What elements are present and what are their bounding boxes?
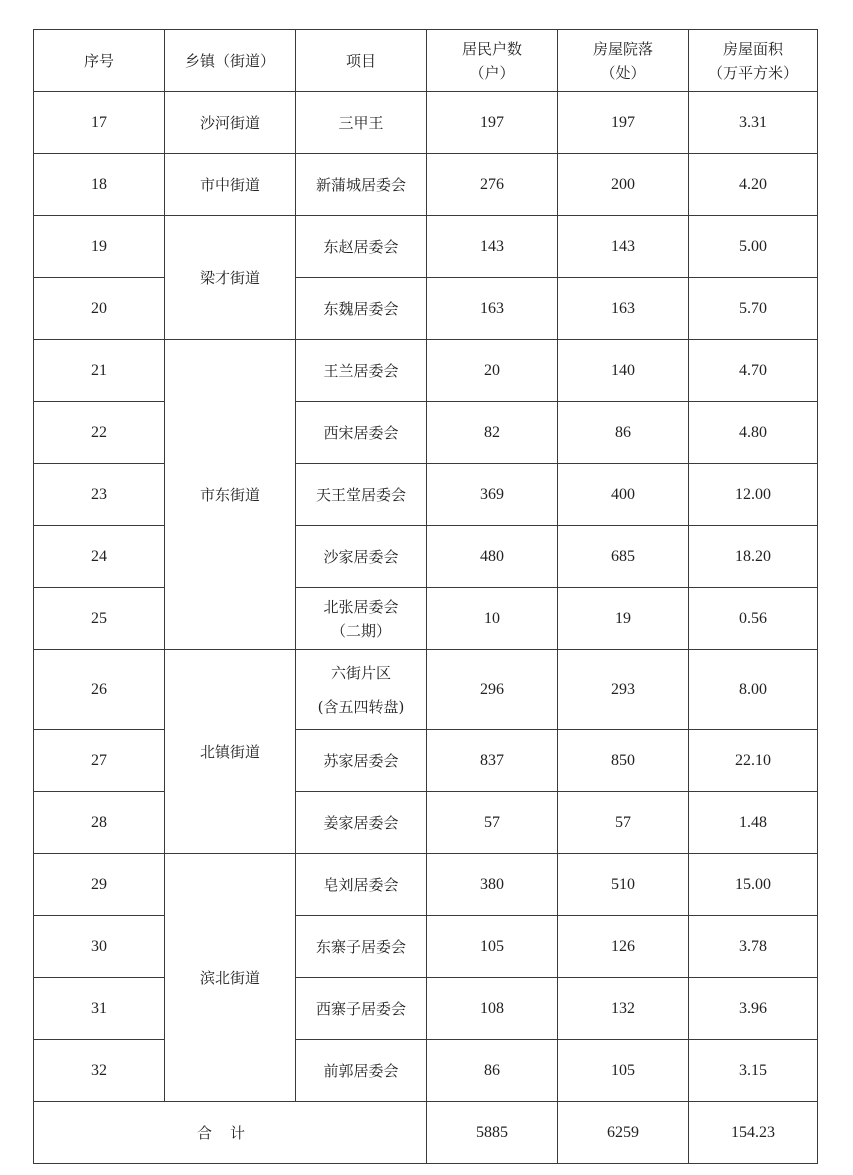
header-item: 项目 xyxy=(296,30,427,92)
cell-item-line2: （二期） xyxy=(330,621,391,640)
cell-households: 82 xyxy=(427,402,558,464)
cell-item: 天王堂居委会 xyxy=(296,464,427,526)
cell-courtyards: 57 xyxy=(558,792,689,854)
cell-area: 1.48 xyxy=(689,792,818,854)
cell-area: 22.10 xyxy=(689,730,818,792)
header-households-title: 居民户数 xyxy=(461,39,522,58)
header-courtyards-title: 房屋院落 xyxy=(592,39,653,58)
total-area: 154.23 xyxy=(689,1102,818,1164)
table-row xyxy=(34,92,818,154)
cell-area: 18.20 xyxy=(689,526,818,588)
cell-households: 10 xyxy=(427,588,558,650)
header-area-unit: （万平方米） xyxy=(707,63,798,82)
cell-courtyards: 143 xyxy=(558,216,689,278)
cell-households: 837 xyxy=(427,730,558,792)
cell-town: 市中街道 xyxy=(165,154,296,216)
table-row xyxy=(34,650,818,730)
cell-area: 3.96 xyxy=(689,978,818,1040)
table-row xyxy=(34,792,818,854)
cell-seq: 22 xyxy=(34,402,165,464)
cell-courtyards: 510 xyxy=(558,854,689,916)
cell-area: 5.00 xyxy=(689,216,818,278)
cell-item-line2: (含五四转盘) xyxy=(317,697,405,716)
header-households xyxy=(427,30,558,92)
cell-item: 姜家居委会 xyxy=(296,792,427,854)
table-row xyxy=(34,1040,818,1102)
cell-seq: 25 xyxy=(34,588,165,650)
header-courtyards-unit: （处） xyxy=(600,63,646,82)
cell-area: 4.80 xyxy=(689,402,818,464)
table-row xyxy=(34,854,818,916)
cell-town: 北镇街道 xyxy=(165,650,296,854)
cell-item: 前郭居委会 xyxy=(296,1040,427,1102)
cell-item: 三甲王 xyxy=(296,92,427,154)
cell-seq: 19 xyxy=(34,216,165,278)
cell-area: 4.70 xyxy=(689,340,818,402)
cell-seq: 32 xyxy=(34,1040,165,1102)
total-households: 5885 xyxy=(427,1102,558,1164)
cell-courtyards: 19 xyxy=(558,588,689,650)
cell-households: 20 xyxy=(427,340,558,402)
cell-households: 480 xyxy=(427,526,558,588)
cell-area: 3.78 xyxy=(689,916,818,978)
table-row xyxy=(34,916,818,978)
header-area-title: 房屋面积 xyxy=(722,39,783,58)
cell-area: 5.70 xyxy=(689,278,818,340)
cell-households: 163 xyxy=(427,278,558,340)
cell-households: 57 xyxy=(427,792,558,854)
header-courtyards xyxy=(558,30,689,92)
cell-households: 276 xyxy=(427,154,558,216)
cell-seq: 17 xyxy=(34,92,165,154)
header-town: 乡镇（街道） xyxy=(165,30,296,92)
cell-courtyards: 86 xyxy=(558,402,689,464)
cell-households: 380 xyxy=(427,854,558,916)
table-row xyxy=(34,278,818,340)
cell-town: 市东街道 xyxy=(165,340,296,650)
cell-item xyxy=(296,588,427,650)
cell-courtyards: 400 xyxy=(558,464,689,526)
cell-item: 王兰居委会 xyxy=(296,340,427,402)
cell-item: 东魏居委会 xyxy=(296,278,427,340)
cell-households: 108 xyxy=(427,978,558,1040)
cell-courtyards: 200 xyxy=(558,154,689,216)
cell-town: 梁才街道 xyxy=(165,216,296,340)
cell-courtyards: 132 xyxy=(558,978,689,1040)
cell-item: 西宋居委会 xyxy=(296,402,427,464)
cell-courtyards: 126 xyxy=(558,916,689,978)
cell-seq: 28 xyxy=(34,792,165,854)
cell-town: 滨北街道 xyxy=(165,854,296,1102)
cell-area: 4.20 xyxy=(689,154,818,216)
cell-courtyards: 140 xyxy=(558,340,689,402)
header-seq: 序号 xyxy=(34,30,165,92)
cell-item: 沙家居委会 xyxy=(296,526,427,588)
cell-item: 西寨子居委会 xyxy=(296,978,427,1040)
cell-seq: 21 xyxy=(34,340,165,402)
cell-households: 86 xyxy=(427,1040,558,1102)
total-courtyards: 6259 xyxy=(558,1102,689,1164)
cell-seq: 18 xyxy=(34,154,165,216)
cell-households: 105 xyxy=(427,916,558,978)
cell-area: 15.00 xyxy=(689,854,818,916)
cell-town: 沙河街道 xyxy=(165,92,296,154)
cell-area: 8.00 xyxy=(689,650,818,730)
cell-courtyards: 685 xyxy=(558,526,689,588)
cell-households: 296 xyxy=(427,650,558,730)
cell-item xyxy=(296,650,427,730)
cell-seq: 27 xyxy=(34,730,165,792)
cell-seq: 26 xyxy=(34,650,165,730)
cell-courtyards: 105 xyxy=(558,1040,689,1102)
cell-seq: 24 xyxy=(34,526,165,588)
table-row xyxy=(34,402,818,464)
table-row xyxy=(34,154,818,216)
cell-item: 新蒲城居委会 xyxy=(296,154,427,216)
header-area xyxy=(689,30,818,92)
cell-households: 143 xyxy=(427,216,558,278)
cell-courtyards: 163 xyxy=(558,278,689,340)
cell-area: 0.56 xyxy=(689,588,818,650)
header-row xyxy=(34,30,818,92)
cell-seq: 30 xyxy=(34,916,165,978)
cell-seq: 20 xyxy=(34,278,165,340)
cell-courtyards: 197 xyxy=(558,92,689,154)
table-row xyxy=(34,340,818,402)
cell-area: 3.31 xyxy=(689,92,818,154)
cell-area: 3.15 xyxy=(689,1040,818,1102)
table-row xyxy=(34,730,818,792)
table-row xyxy=(34,526,818,588)
cell-area: 12.00 xyxy=(689,464,818,526)
total-row xyxy=(34,1102,818,1164)
cell-courtyards: 293 xyxy=(558,650,689,730)
cell-item-line1: 北张居委会 xyxy=(323,597,399,616)
cell-item: 东寨子居委会 xyxy=(296,916,427,978)
housing-table xyxy=(33,29,818,1164)
cell-item: 苏家居委会 xyxy=(296,730,427,792)
table-row xyxy=(34,588,818,650)
total-label: 合计 xyxy=(34,1102,427,1164)
cell-households: 197 xyxy=(427,92,558,154)
cell-seq: 23 xyxy=(34,464,165,526)
table-row xyxy=(34,978,818,1040)
table-row xyxy=(34,464,818,526)
cell-seq: 29 xyxy=(34,854,165,916)
cell-courtyards: 850 xyxy=(558,730,689,792)
cell-item: 皂刘居委会 xyxy=(296,854,427,916)
table-row xyxy=(34,216,818,278)
header-households-unit: （户） xyxy=(469,63,515,82)
cell-households: 369 xyxy=(427,464,558,526)
cell-seq: 31 xyxy=(34,978,165,1040)
cell-item: 东赵居委会 xyxy=(296,216,427,278)
cell-item-line1: 六街片区 xyxy=(330,663,391,682)
